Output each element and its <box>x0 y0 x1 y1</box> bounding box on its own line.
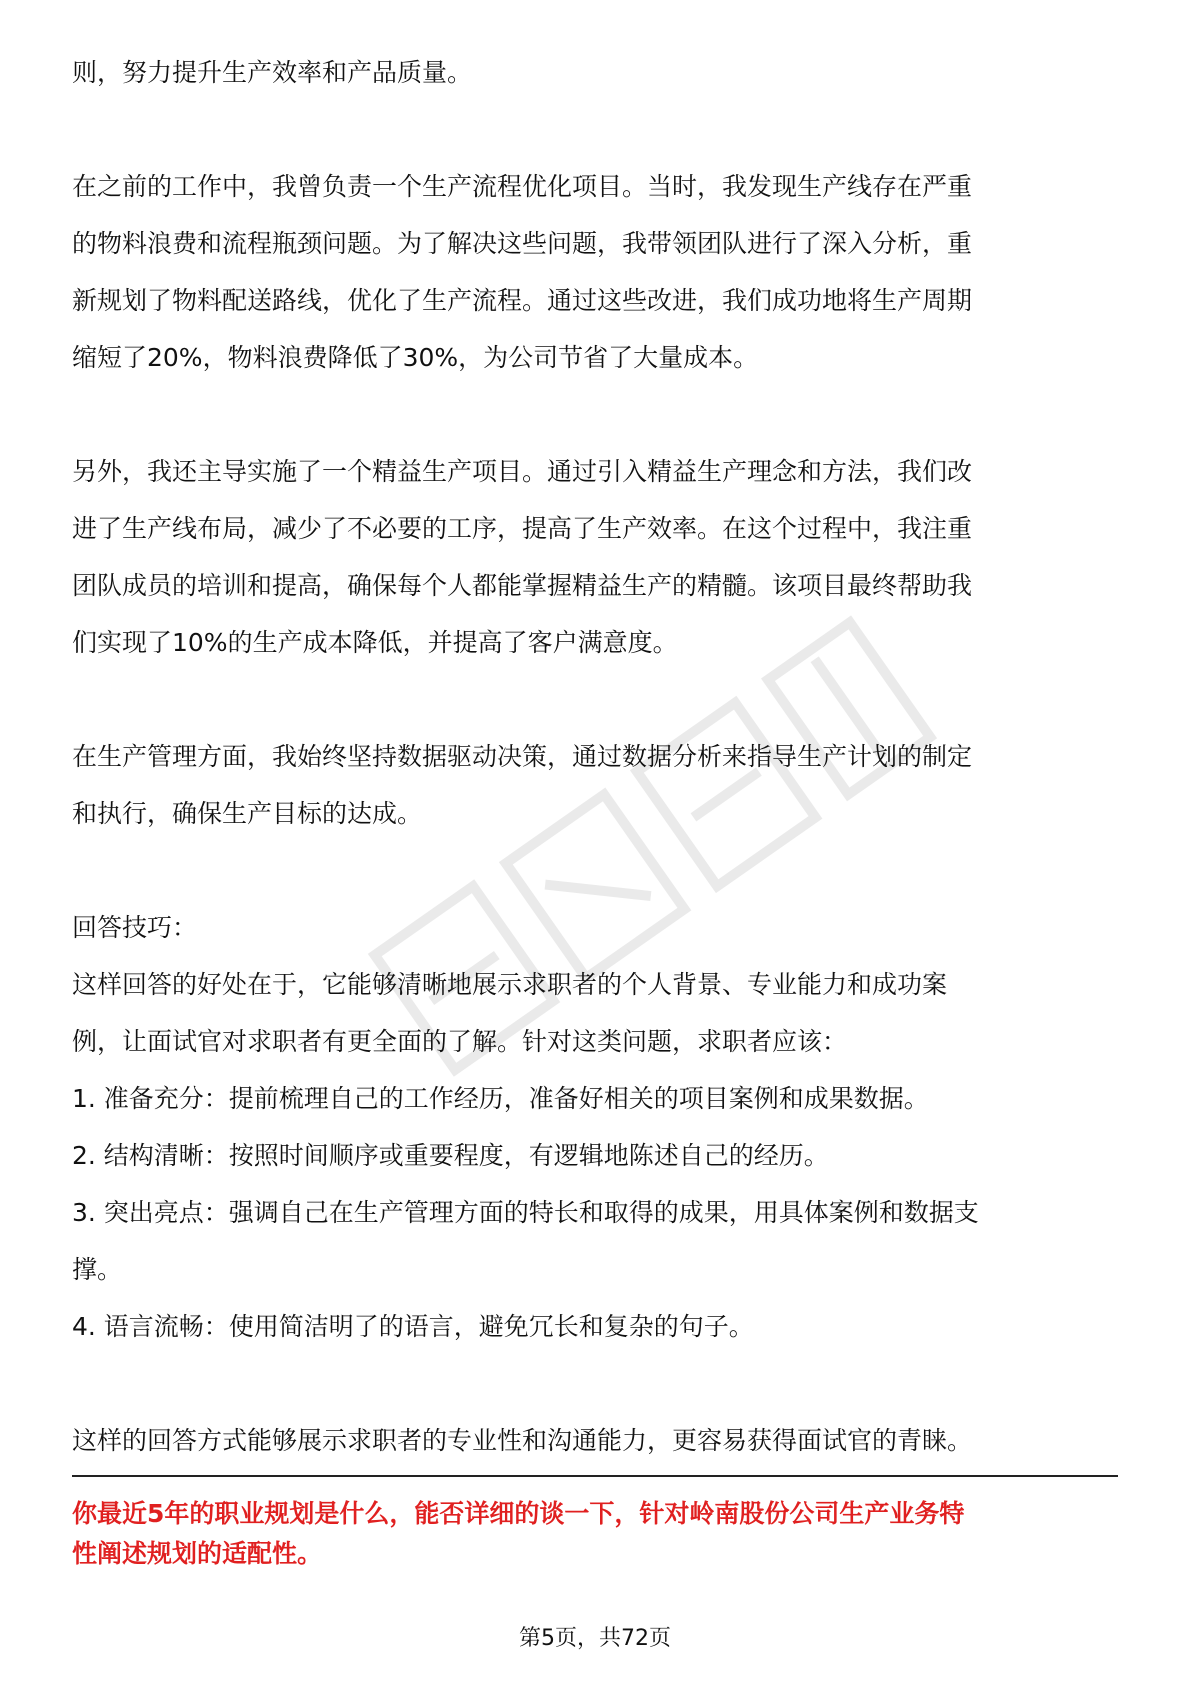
question-heading <box>72 1494 1118 1574</box>
text-line: 则，努力提升生产效率和产品质量。 <box>72 58 473 87</box>
list-item-continuation: 撑。 <box>72 1255 123 1284</box>
section-heading: 回答技巧： <box>72 913 198 942</box>
list-item: 2. 结构清晰：按照时间顺序或重要程度，有逻辑地陈述自己的经历。 <box>72 1141 829 1170</box>
question-line: 你最近5年的职业规划是什么，能否详细的谈一下，针对岭南股份公司生产业务特 <box>72 1499 965 1528</box>
paragraph-gap <box>72 842 1118 899</box>
text-line: 例，让面试官对求职者有更全面的了解。针对这类问题，求职者应该： <box>72 1027 848 1056</box>
text-line: 缩短了20%，物料浪费降低了30%，为公司节省了大量成本。 <box>72 343 759 372</box>
text-line: 和执行，确保生产目标的达成。 <box>72 799 423 828</box>
text-line: 新规划了物料配送路线，优化了生产流程。通过这些改进，我们成功地将生产周期 <box>72 286 973 315</box>
text-line: 这样的回答方式能够展示求职者的专业性和沟通能力，更容易获得面试官的青睐。 <box>72 1426 973 1455</box>
text-line: 另外，我还主导实施了一个精益生产项目。通过引入精益生产理念和方法，我们改 <box>72 457 973 486</box>
question-line: 性阐述规划的适配性。 <box>72 1539 323 1568</box>
paragraph-gap <box>72 1355 1118 1412</box>
text-line: 们实现了10%的生产成本降低，并提高了客户满意度。 <box>72 628 678 657</box>
list-item: 1. 准备充分：提前梳理自己的工作经历，准备好相关的项目案例和成果数据。 <box>72 1084 929 1113</box>
text-line: 团队成员的培训和提高，确保每个人都能掌握精益生产的精髓。该项目最终帮助我 <box>72 571 973 600</box>
text-line: 这样回答的好处在于，它能够清晰地展示求职者的个人背景、专业能力和成功案 <box>72 970 948 999</box>
paragraph-gap <box>72 101 1118 158</box>
paragraph-gap <box>72 386 1118 443</box>
paragraph-gap <box>72 671 1118 728</box>
text-line: 在之前的工作中，我曾负责一个生产流程优化项目。当时，我发现生产线存在严重 <box>72 172 973 201</box>
list-item: 4. 语言流畅：使用简洁明了的语言，避免冗长和复杂的句子。 <box>72 1312 754 1341</box>
text-line: 在生产管理方面，我始终坚持数据驱动决策，通过数据分析来指导生产计划的制定 <box>72 742 973 771</box>
list-item: 3. 突出亮点：强调自己在生产管理方面的特长和取得的成果，用具体案例和数据支 <box>72 1198 979 1227</box>
page-number: 第5页，共72页 <box>519 1626 671 1651</box>
body-text <box>72 44 1118 1469</box>
text-line: 的物料浪费和流程瓶颈问题。为了解决这些问题，我带领团队进行了深入分析，重 <box>72 229 973 258</box>
text-line: 进了生产线布局，减少了不必要的工序，提高了生产效率。在这个过程中，我注重 <box>72 514 973 543</box>
divider <box>72 1475 1118 1477</box>
